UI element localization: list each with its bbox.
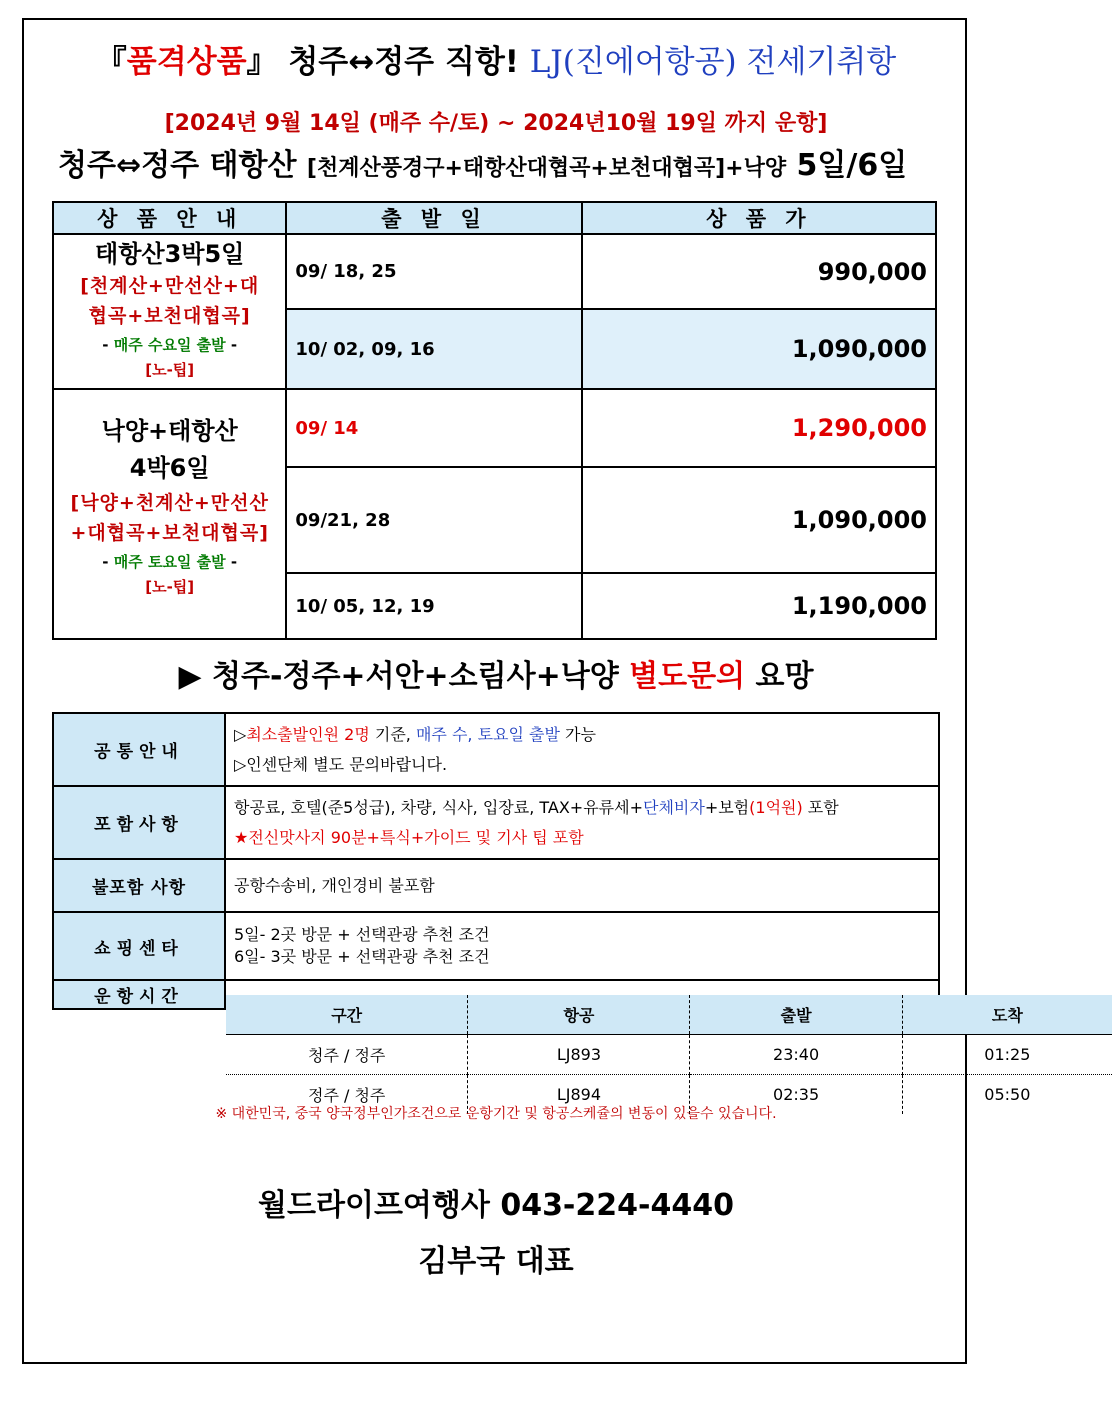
departure-date: 09/21, 28 (286, 467, 581, 573)
price-value: 1,090,000 (582, 309, 936, 389)
table-row (226, 1034, 1112, 1074)
flight-header-segment: 구간 (226, 995, 468, 1035)
headline-spots: [천계산풍경구+태항산대협곡+보천대협곡]+낙양 (306, 156, 787, 181)
price-table (52, 201, 937, 640)
title-airline: LJ(진에어항공) 전세기취항 (529, 44, 897, 80)
flight-segment: 정주 / 청주 (226, 1074, 468, 1114)
info-label: 공통안내 (53, 713, 225, 786)
info-row-common (53, 713, 939, 786)
departure-date: 10/ 02, 09, 16 (286, 309, 581, 389)
title-bracket-open: 『 (95, 44, 127, 80)
company-ceo: 김부국 대표 (418, 1244, 574, 1279)
flight-number: LJ893 (468, 1034, 690, 1074)
flight-header-flight: 항공 (468, 995, 690, 1035)
extra-inquiry (0, 651, 992, 695)
flight-departure: 02:35 (690, 1074, 902, 1114)
schedule-note: ※ 대한민국, 중국 양국정부인가조건으로 운항기간 및 항공스케쥴의 변동이 있을수 있습니다. (215, 1106, 777, 1122)
product-name: 태항산3박5일 (95, 240, 245, 268)
departure-date: 09/ 18, 25 (286, 234, 581, 309)
table-row (53, 234, 936, 309)
info-label: 포함사항 (53, 786, 225, 859)
flight-arrival: 05:50 (984, 1084, 1031, 1104)
title-route: 청주↔정주 직항! (277, 44, 530, 80)
info-label: 쇼핑센타 (53, 912, 225, 980)
info-value: 항공료, 호텔(준5성급), 차량, 식사, 입장료, TAX+유류세+단체비자+보험(1억원) 포함 ★전신맛사지 90분+특식+가이드 및 기사 팁 포함 (225, 786, 939, 859)
company-contact: 월드라이프여행사 043-224-4440 (258, 1188, 734, 1223)
info-value: ▷최소출발인원 2명 기준, 매주 수, 토요일 출발 가능 ▷인센단체 별도 문의바랍니다. (225, 713, 939, 786)
departure-date: 10/ 05, 12, 19 (286, 573, 581, 639)
extra-suffix: 요망 (745, 659, 814, 694)
table-row (53, 389, 936, 467)
title-badge: 품격상품 (126, 44, 247, 80)
price-value: 1,290,000 (582, 389, 936, 467)
product-name: 낙양+태항산 (101, 417, 238, 445)
title-bracket-close: 』 (246, 44, 278, 80)
info-row-schedule (53, 980, 939, 1009)
header-product: 상 품 안 내 (53, 202, 286, 234)
price-table-header (53, 202, 936, 234)
info-label: 운항시간 (53, 980, 225, 1009)
header-price: 상 품 가 (582, 202, 936, 234)
departure-date: 09/ 14 (286, 389, 581, 467)
extra-route: 청주-정주+서안+소림사+낙양 (201, 659, 630, 694)
flight-departure: 23:40 (690, 1034, 902, 1074)
info-row-exclude (53, 859, 939, 912)
product-departure-day: - 매주 토요일 출발 - (102, 553, 238, 571)
arrow-icon: ▶ (178, 659, 202, 694)
headline-route: 청주⇔정주 태항산 (58, 148, 307, 183)
product-tip: [노-팁] (145, 578, 195, 596)
product-info (53, 234, 286, 389)
tour-headline (58, 140, 907, 184)
price-value: 990,000 (582, 234, 936, 309)
info-label: 불포함 사항 (53, 859, 225, 912)
operation-period: [2024년 9월 14일 (매주 수/토) ~ 2024년10월 19일 까지 운항] (164, 111, 828, 136)
header-departure: 출 발 일 (286, 202, 581, 234)
product-info (53, 389, 286, 639)
flight-table (226, 995, 1112, 1114)
flight-arrival: 01:25 (902, 1034, 1112, 1074)
headline-duration: 5일/6일 (786, 148, 908, 183)
product-name: 4박6일 (129, 454, 210, 482)
flight-header-departure: 출발 (690, 995, 902, 1035)
info-row-include (53, 786, 939, 859)
flight-schedule (225, 980, 1031, 1105)
product-desc: 협곡+보천대협곡] (88, 305, 251, 327)
flight-header-arrival: 도착 (902, 995, 1112, 1035)
product-desc: +대협곡+보천대협곡] (70, 522, 269, 544)
price-value: 1,090,000 (582, 467, 936, 573)
product-desc: [낙양+천계산+만선산 (70, 492, 269, 514)
info-table (52, 712, 1031, 1105)
info-value: 공항수송비, 개인경비 불포함 (225, 859, 939, 912)
flight-number: LJ894 (468, 1074, 690, 1114)
product-departure-day: - 매주 수요일 출발 - (102, 336, 238, 354)
flight-header (226, 995, 1112, 1035)
info-row-shopping (53, 912, 939, 980)
product-tip: [노-팁] (145, 361, 195, 379)
product-desc: [천계산+만선산+대 (80, 275, 260, 297)
price-value: 1,190,000 (582, 573, 936, 639)
flight-segment: 청주 / 정주 (226, 1034, 468, 1074)
extra-highlight: 별도문의 (629, 659, 746, 694)
info-value: 5일- 2곳 방문 + 선택관광 추천 조건 6일- 3곳 방문 + 선택관광 추천 조건 (225, 912, 939, 980)
page-title (0, 36, 992, 81)
